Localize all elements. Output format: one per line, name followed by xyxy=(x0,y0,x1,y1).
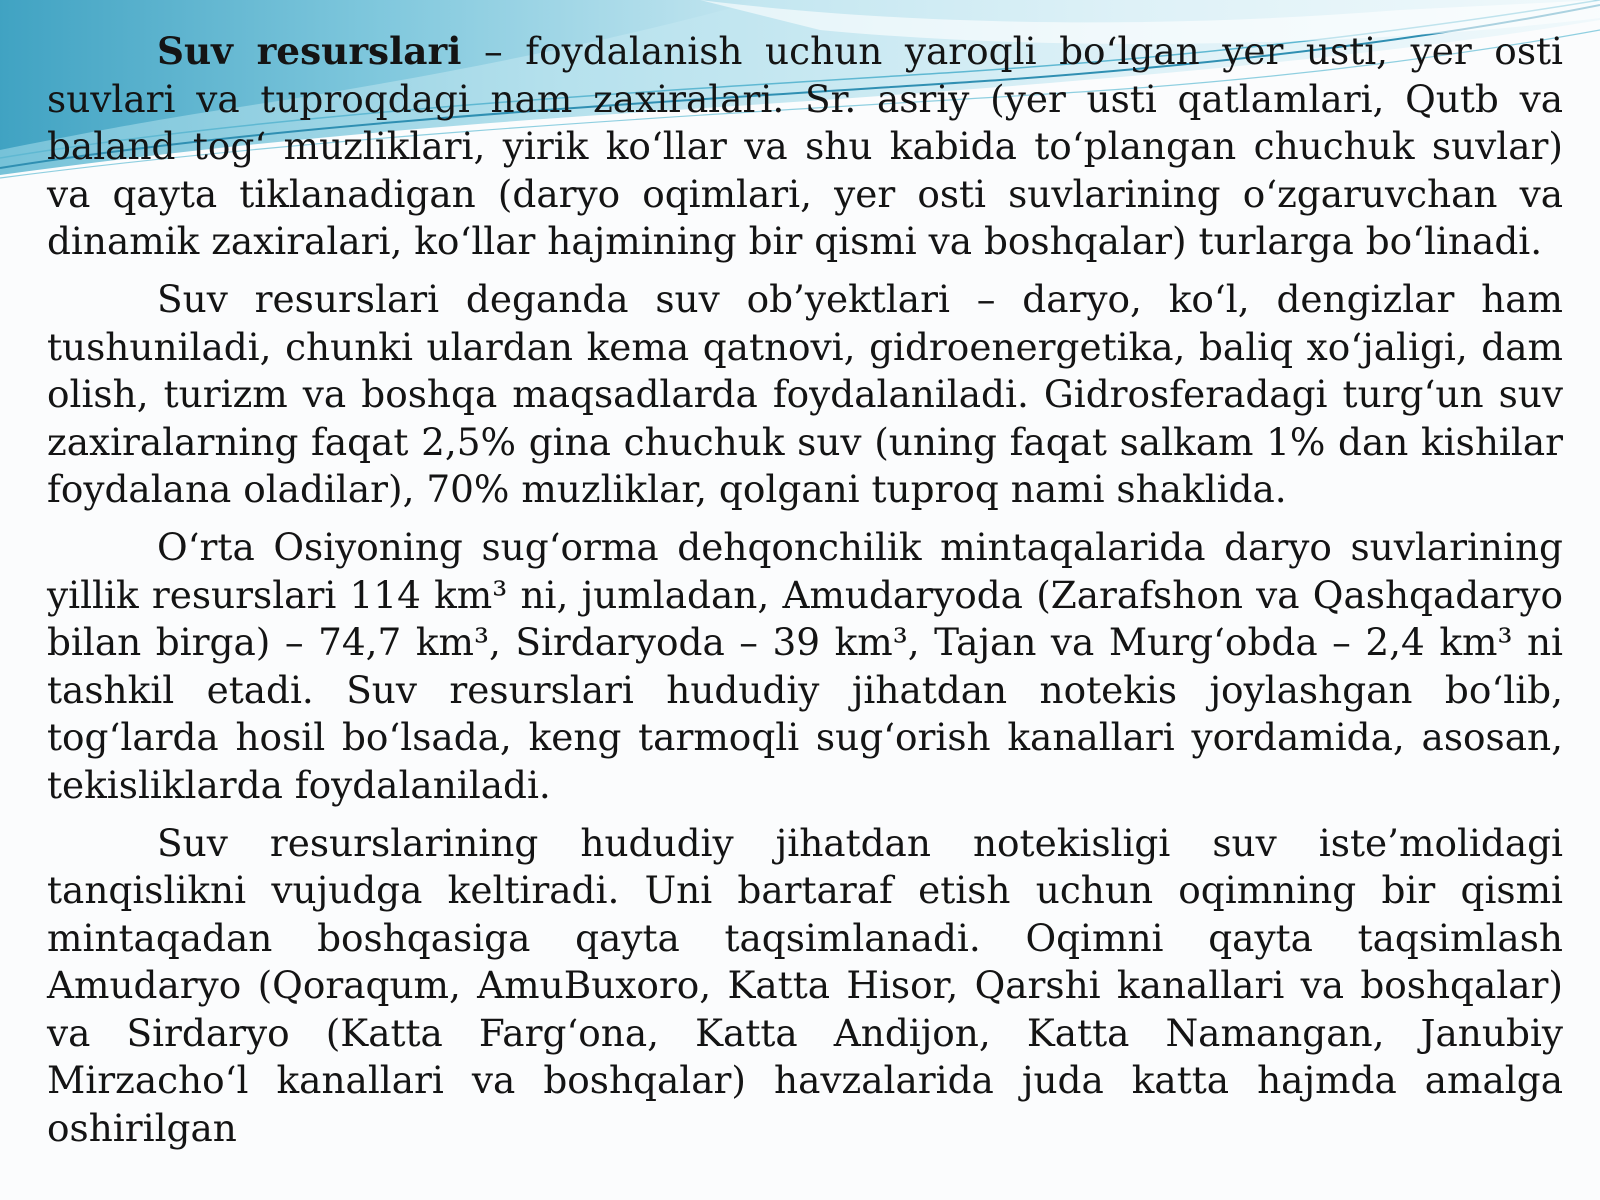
paragraph-2: Suv resurslari deganda suv ob’yektlari – daryo, ko‘l, dengizlar ham tushuniladi, chunki ulardan kema qatnovi, gidroenergetika, baliq xo‘jaligi, dam olish, turizm va boshqa maqsadlarda foydalaniladi. Gidrosferadagi turg‘un suv zaxiralarning faqat 2,5% gina chuchuk suv (uning faqat salkam 1% dan kishilar foydalana oladilar), 70% muzliklar, qolgani tuproq nami shaklida. xyxy=(47,276,1563,512)
paragraph-1-text: – foydalanish uchun yaroqli bo‘lgan yer usti, yer osti suvlari va tuproqdagi nam zaxiralari. Sr. asriy (yer usti qatlamlari, Qutb va baland tog‘ muzliklari, yirik ko‘llar va shu kabida to‘plangan chuchuk suvlar) va qayta tiklanadigan (daryo oqimlari, yer osti suvlarining o‘zgaruvchan va dinamik zaxiralari, ko‘llar hajmining bir qismi va boshqalar) turlarga bo‘linadi. xyxy=(47,29,1563,264)
term-suv-resurslari: Suv resurslari xyxy=(157,29,462,73)
paragraph-1 xyxy=(47,28,1563,266)
paragraph-4: Suv resurslarining hududiy jihatdan notekisligi suv iste’molidagi tanqislikni vujudga keltiradi. Uni bartaraf etish uchun oqimning bir qismi mintaqadan boshqasiga qayta taqsimlanadi. Oqimni qayta taqsimlash Amudaryo (Qoraqum, AmuBuxoro, Katta Hisor, Qarshi kanallari va boshqalar) va Sirdaryo (Katta Farg‘ona, Katta Andijon, Katta Namangan, Janubiy Mirzacho‘l kanallari va boshqalar) havzalarida juda katta hajmda amalga oshirilgan xyxy=(47,820,1563,1151)
paragraph-3: O‘rta Osiyoning sug‘orma dehqonchilik mintaqalarida daryo suvlarining yillik resurslari 114 km³ ni, jumladan, Amudaryoda (Zarafshon va Qashqadaryo bilan birga) – 74,7 km³, Sirdaryoda – 39 km³, Tajan va Murg‘obda – 2,4 km³ ni tashkil etadi. Suv resurslari hududiy jihatdan notekis joylashgan bo‘lib, tog‘larda hosil bo‘lsada, keng tarmoqli sug‘orish kanallari yordamida, asosan, tekisliklarda foydalaniladi. xyxy=(47,524,1563,807)
slide-body xyxy=(47,28,1563,1163)
